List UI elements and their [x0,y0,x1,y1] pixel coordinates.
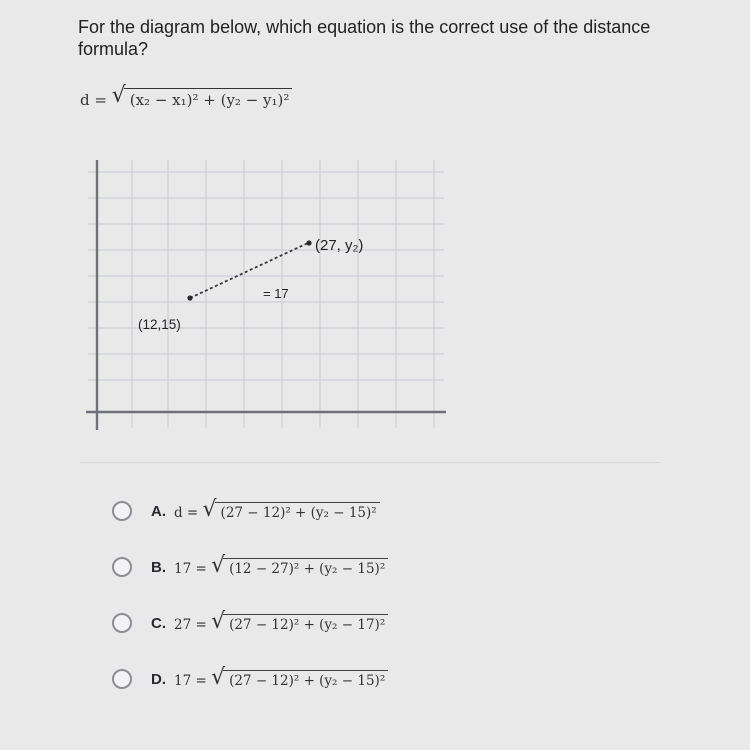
choice-b[interactable] [112,549,442,585]
distance-segment [190,243,308,298]
choice-formula [174,502,380,521]
choice-radicand: (27 − 12)² + (y₂ − 17)² [229,616,386,633]
choice-letter: B. [151,558,166,576]
choice-formula [174,614,388,633]
choice-letter: D. [151,670,166,688]
choice-radicand: (27 − 12)² + (y₂ − 15)² [229,672,386,689]
formula-radicand: (x₂ − x₁)² + (y₂ − y₁)² [129,91,290,109]
choice-radical [223,670,388,689]
choice-radical [223,558,388,577]
choice-formula [174,670,388,689]
choice-letter: A. [151,502,166,520]
point-start [187,295,192,300]
choice-lhs: 17 = [174,672,207,689]
radio-d[interactable] [112,669,132,689]
radio-c[interactable] [112,613,132,633]
choice-radical [215,502,380,521]
point-start-label: (12,15) [138,317,181,332]
point-end-label: (27, y₂) [315,237,364,254]
divider [80,462,660,463]
choice-lhs: d = [174,504,199,521]
question-text: For the diagram below, which equation is the correct use of the distance formula? [78,17,651,59]
radio-a[interactable] [112,501,132,521]
choice-letter: C. [151,614,166,632]
choice-lhs: 17 = [174,560,207,577]
choice-radical [223,614,388,633]
choice-d[interactable] [112,661,442,697]
formula-lhs: d = [80,91,107,109]
choice-radicand: (27 − 12)² + (y₂ − 15)² [220,504,377,521]
choice-lhs: 27 = [174,616,207,633]
point-end [306,240,311,245]
segment-length-label: = 17 [263,286,289,301]
choice-c[interactable] [112,605,442,641]
choice-formula [174,558,388,577]
choice-radicand: (12 − 27)² + (y₂ − 15)² [229,560,386,577]
choice-a[interactable] [112,493,442,529]
radio-b[interactable] [112,557,132,577]
